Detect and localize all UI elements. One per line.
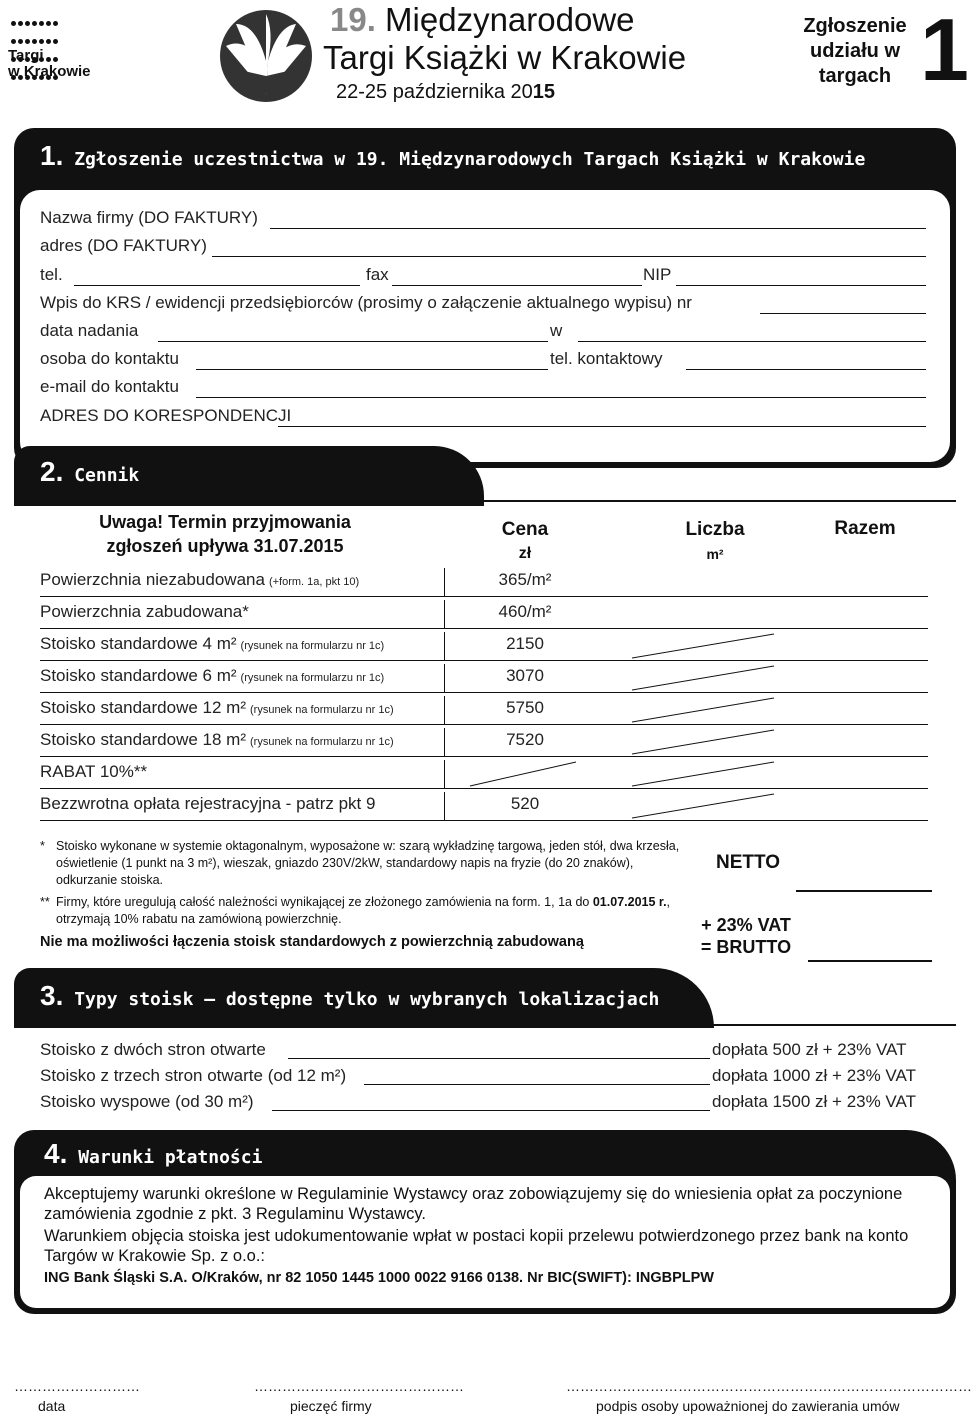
stamp-dots: ……………………………………… (254, 1378, 464, 1394)
fair-title-word: Międzynarodowe (385, 1, 635, 38)
price-row-separator (444, 568, 445, 596)
price-row-separator (444, 600, 445, 628)
krs-field[interactable] (760, 313, 926, 314)
contact-tel-label: tel. kontaktowy (550, 349, 663, 368)
address-label: adres (DO FAKTURY) (40, 236, 207, 255)
stand-type-fee: dopłata 1500 zł + 23% VAT (712, 1092, 916, 1111)
company-name-label: Nazwa firmy (DO FAKTURY) (40, 208, 258, 227)
footnote2-text: Firmy, które uregulują całość należności wynikającej ze złożonego zamówienia na form. 1, 1a do (56, 895, 590, 909)
price-row-label (40, 634, 384, 654)
form-number: 1 (920, 0, 969, 99)
section1-number: 1. (40, 140, 64, 171)
price-row-name: Powierzchnia zabudowana* (40, 602, 249, 621)
price-row-separator (444, 728, 445, 756)
issue-place-field[interactable] (578, 341, 926, 342)
netto-field[interactable] (796, 890, 932, 892)
stand-type-field[interactable] (364, 1084, 710, 1085)
footnote2-date: 01.07.2015 r. (592, 895, 667, 909)
fair-edition-number: 19. (330, 1, 376, 38)
price-row-label (40, 698, 394, 718)
deadline-notice-line2: zgłoszeń upływa 31.07.2015 (106, 536, 344, 556)
price-row-rule (40, 596, 928, 597)
payment-terms-para2: Warunkiem objęcia stoiska jest udokumentowanie wpłat w postaci kopii przelewu potwierdzonego przez bank na konto Targów w Krakowie Sp. z o.o.: (44, 1227, 909, 1265)
netto-label: NETTO (715, 852, 781, 873)
correspondence-address-field[interactable] (278, 426, 926, 427)
tel-field[interactable] (74, 285, 360, 286)
price-row-price: 2150 (506, 634, 544, 653)
contact-person-label: osoba do kontaktu (40, 349, 179, 368)
contact-email-field[interactable] (196, 397, 926, 398)
issue-date-field[interactable] (158, 341, 548, 342)
price-row-note: (rysunek na formularzu nr 1c) (240, 672, 385, 684)
vat-label (684, 914, 808, 958)
book-fan-logo-icon (216, 6, 316, 106)
price-row-name: Powierzchnia niezabudowana (40, 570, 265, 589)
signature-dots: …………………………………………………………………………… (566, 1378, 972, 1394)
brutto-field[interactable] (808, 960, 932, 962)
dates-year-suffix: 15 (532, 81, 556, 103)
price-row-rule (40, 820, 928, 821)
stand-type-label: Stoisko z dwóch stron otwarte (40, 1040, 266, 1059)
no-combine-notice: Nie ma możliwości łączenia stoisk standardowych z powierzchnią zabudowaną (40, 934, 584, 950)
correspondence-address-label: ADRES DO KORESPONDENCJI (40, 406, 292, 425)
contact-email-label: e-mail do kontaktu (40, 377, 179, 396)
section2-title: Cennik (74, 465, 140, 486)
stamp-label: pieczęć firmy (290, 1398, 372, 1414)
price-row-separator (444, 632, 445, 660)
section1-header (40, 140, 865, 172)
date-signature-label: data (38, 1398, 66, 1414)
qty-column-unit: m² (706, 546, 724, 562)
stand-type-label: Stoisko z trzech stron otwarte (od 12 m²) (40, 1066, 347, 1085)
price-row-label (40, 730, 394, 750)
section2-number: 2. (40, 456, 64, 487)
price-row-price: 460/m² (498, 602, 552, 621)
section4-header (44, 1138, 262, 1170)
qty-slash-mark (628, 792, 778, 820)
footnote1-mark: * (40, 839, 45, 853)
price-column-header (470, 518, 580, 566)
deadline-notice-line1: Uwaga! Termin przyjmowania (99, 512, 351, 532)
qty-slash-mark (628, 760, 778, 788)
total-column-header: Razem (834, 518, 896, 539)
price-row-label (40, 794, 379, 814)
fax-field[interactable] (392, 285, 642, 286)
price-row-label (40, 666, 384, 686)
price-row-label (40, 602, 253, 622)
logo-line1: Targi (8, 47, 44, 64)
section3-divider (14, 1024, 956, 1026)
qty-slash-mark (628, 696, 778, 724)
footnote2-mark: ** (40, 895, 50, 909)
price-row-name: Bezzwrotna opłata rejestracyjna - patrz pkt 9 (40, 794, 376, 813)
section2-header (40, 456, 139, 488)
qty-slash-mark (628, 632, 778, 660)
price-row-name: Stoisko standardowe 6 m² (40, 666, 237, 685)
section3-header (40, 980, 659, 1012)
krs-label: Wpis do KRS / ewidencji przedsiębiorców (prosimy o załączenie aktualnego wypisu) nr (40, 293, 692, 312)
contact-tel-field[interactable] (686, 369, 926, 370)
price-row-price: 7520 (506, 730, 544, 749)
section1-title: Zgłoszenie uczestnictwa w 19. Międzynarodowych Targach Książki w Krakowie (74, 149, 866, 170)
price-row-name: Stoisko standardowe 18 m² (40, 730, 246, 749)
nip-label: NIP (643, 265, 672, 284)
section2-divider (14, 500, 956, 502)
price-row-rule (40, 724, 928, 725)
logo-text (8, 48, 91, 80)
payment-terms-para1: Akceptujemy warunki określone w Regulaminie Wystawcy oraz zobowiązujemy się do wniesienia opłat za poczynione zamówienia zgodnie z pkt. 3 Regulaminu Wystawcy. (44, 1185, 903, 1223)
fair-title-line2: Targi Książki w Krakowie (323, 39, 687, 76)
price-slash-mark (468, 760, 578, 788)
stand-type-fee: dopłata 1000 zł + 23% VAT (712, 1066, 916, 1085)
footnote1-text: Stoisko wykonane w systemie oktagonalnym, wyposażone w: szarą wykładzinę targową, jeden stół, dwa krzesła, oświetlenie (1 punkt na 3 m²), wieszak, gniazdo 230V/2kW, standardowy napis na fryzie (do 20 znaków), odkurzanie stoiska. (56, 839, 680, 887)
price-column-title: Cena (501, 519, 549, 540)
fax-label: fax (366, 265, 389, 284)
bank-account: ING Bank Śląski S.A. O/Kraków, nr 82 1050 1445 1000 0022 9166 0138. Nr BIC(SWIFT): INGBPLPW (44, 1270, 714, 1286)
logo-line2: w Krakowie (8, 63, 91, 80)
issue-place-label: w (550, 321, 563, 340)
company-name-field[interactable] (270, 228, 926, 229)
stand-type-fee: dopłata 500 zł + 23% VAT (712, 1040, 907, 1059)
footnote-standard-stand (40, 838, 680, 889)
section3-number: 3. (40, 980, 64, 1011)
section4-number: 4. (44, 1138, 68, 1169)
fair-dates (336, 81, 555, 104)
signature-label: podpis osoby upoważnionej do zawierania umów (596, 1398, 900, 1414)
payment-terms (44, 1184, 934, 1288)
vat-text: + 23% VAT (701, 915, 791, 935)
price-row-label (40, 762, 151, 782)
price-row-separator (444, 792, 445, 820)
price-row-rule (40, 788, 928, 789)
deadline-notice (60, 510, 390, 558)
dates-prefix: 22-25 października 20 (336, 81, 533, 103)
qty-cell[interactable] (628, 600, 778, 628)
address-field[interactable] (212, 256, 926, 257)
price-column-unit: zł (518, 545, 532, 562)
price-row-price: 520 (510, 794, 540, 813)
qty-cell[interactable] (628, 568, 778, 596)
contact-person-field[interactable] (196, 369, 548, 370)
price-row-price: 365/m² (498, 570, 552, 589)
price-row-label (40, 570, 359, 590)
price-row-price: 3070 (506, 666, 544, 685)
price-row-rule (40, 756, 928, 757)
price-row-separator (444, 664, 445, 692)
stand-type-label: Stoisko wyspowe (od 30 m²) (40, 1092, 254, 1111)
footnote-discount (40, 894, 680, 928)
price-row-name: RABAT 10%** (40, 762, 148, 781)
footnote2-text-end: , otrzymają 10% rabatu na zamówioną powierzchnię. (56, 895, 671, 926)
section3-title: Typy stoisk – dostępne tylko w wybranych lokalizacjach (74, 989, 660, 1010)
price-row-note: (rysunek na formularzu nr 1c) (250, 736, 394, 748)
qty-slash-mark (628, 664, 778, 692)
price-row-rule (40, 692, 928, 693)
tel-label: tel. (40, 265, 63, 284)
nip-field[interactable] (676, 285, 926, 286)
price-row-note: (rysunek na formularzu nr 1c) (240, 640, 385, 652)
stand-type-field[interactable] (272, 1110, 710, 1111)
stand-type-field[interactable] (288, 1058, 710, 1059)
qty-column-title: Liczba (685, 519, 745, 540)
price-row-separator (444, 760, 445, 788)
issue-date-label: data nadania (40, 321, 139, 340)
brutto-text: = BRUTTO (700, 937, 792, 957)
price-row-price: 5750 (506, 698, 544, 717)
price-row-name: Stoisko standardowe 4 m² (40, 634, 237, 653)
price-row-separator (444, 696, 445, 724)
price-row-name: Stoisko standardowe 12 m² (40, 698, 246, 717)
price-row-note: (rysunek na formularzu nr 1c) (250, 704, 394, 716)
qty-column-header (660, 518, 770, 566)
price-row-note: (+form. 1a, pkt 10) (268, 576, 360, 588)
price-row-rule (40, 628, 928, 629)
fair-title-line1 (330, 2, 635, 38)
section4-title: Warunki płatności (78, 1147, 263, 1168)
form-type-label: Zgłoszenie udziału w targach (803, 15, 907, 87)
qty-slash-mark (628, 728, 778, 756)
price-row-rule (40, 660, 928, 661)
date-dots: ……………………… (14, 1378, 140, 1394)
